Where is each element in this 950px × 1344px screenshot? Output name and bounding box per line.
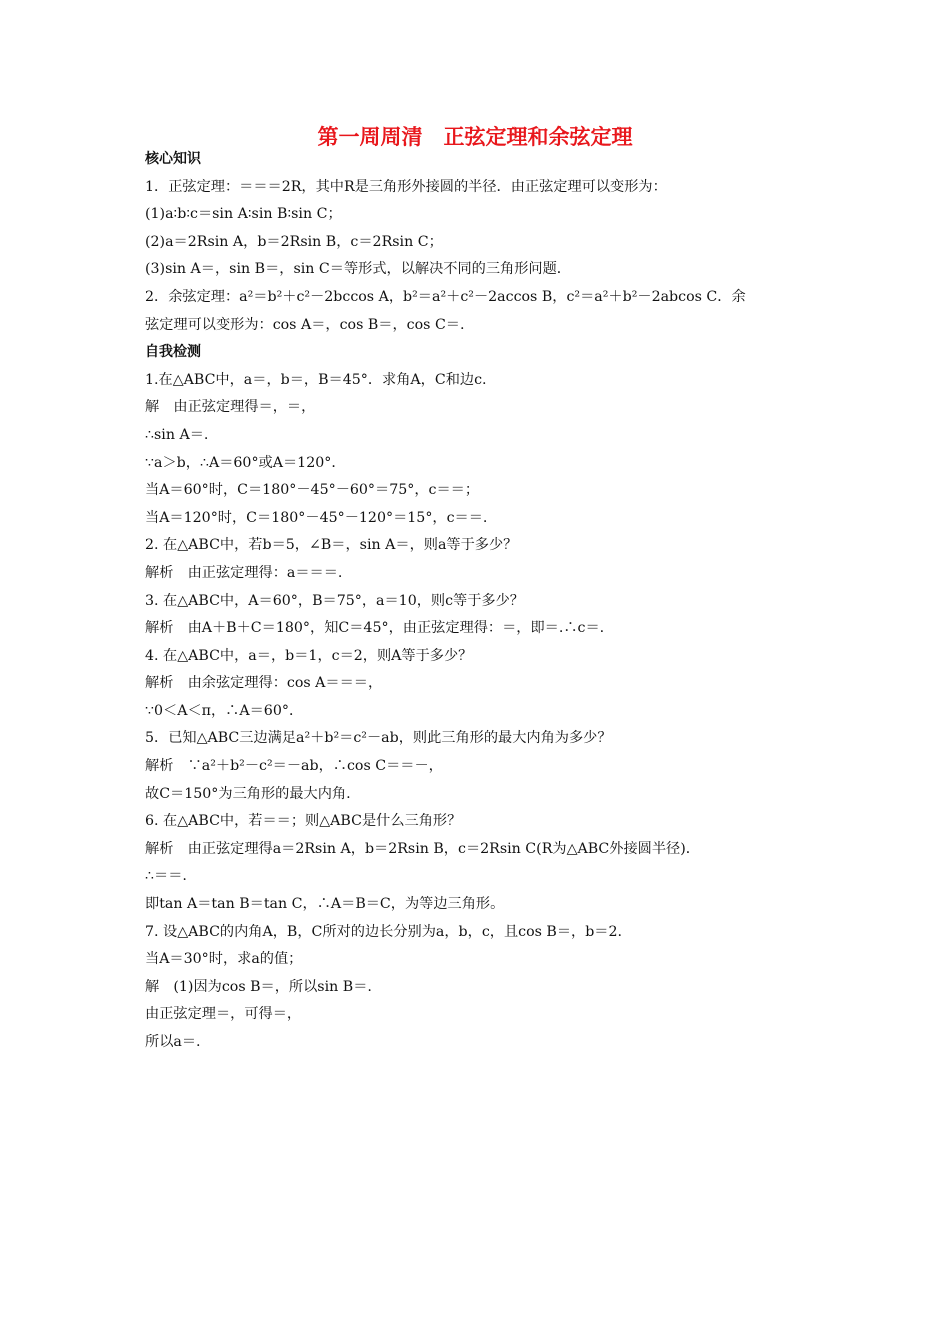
- text-line: 解析 ∵a²＋b²－c²＝－ab，∴cos C＝＝－，: [145, 758, 443, 775]
- text-line: ∴＝＝.: [145, 868, 187, 885]
- text-line: (3)sin A＝，sin B＝，sin C＝等形式，以解决不同的三角形问题．: [145, 261, 571, 278]
- text-line: 3. 在△ABC中，A＝60°，B＝75°，a＝10，则c等于多少？: [145, 592, 524, 609]
- text-line: 所以a＝.: [145, 1034, 201, 1050]
- text-line: 4. 在△ABC中，a＝，b＝1，c＝2，则A等于多少？: [145, 647, 473, 664]
- document-body: [145, 146, 810, 1057]
- text-line: 6. 在△ABC中，若＝＝；则△ABC是什么三角形？: [145, 813, 462, 830]
- text-line: 当A＝60°时，C＝180°－45°－60°＝75°，c＝＝；: [145, 482, 480, 499]
- text-line: 7. 设△ABC的内角A，B，C所对的边长分别为a，b，c，且cos B＝，b＝2.: [145, 923, 623, 940]
- text-line: 5．已知△ABC三边满足a²＋b²＝c²－ab，则此三角形的最大内角为多少？: [145, 730, 612, 747]
- text-line: 解 (1)因为cos B＝，所以sin B＝.: [145, 978, 372, 995]
- document-title: 第一周周清 正弦定理和余弦定理: [317, 125, 633, 149]
- text-line: ∵0＜A＜π，∴A＝60°．: [145, 702, 304, 719]
- text-line: 1．正弦定理：＝＝＝2R，其中R是三角形外接圆的半径．由正弦定理可以变形为：: [145, 178, 667, 195]
- text-line: 弦定理可以变形为：cos A＝，cos B＝，cos C＝.: [145, 316, 465, 333]
- text-line: 当A＝120°时，C＝180°－45°－120°＝15°，c＝＝.: [145, 509, 488, 526]
- text-line: 即tan A＝tan B＝tan C，∴A＝B＝C，为等边三角形。: [145, 896, 505, 913]
- text-line: 1.在△ABC中，a＝，b＝，B＝45°．求角A，C和边c.: [145, 371, 487, 388]
- text-line: 当A＝30°时，求a的值；: [145, 951, 303, 968]
- text-line: 解 由正弦定理得＝，＝，: [145, 399, 316, 416]
- text-line: 2. 在△ABC中，若b＝5，∠B＝，sin A＝，则a等于多少？: [145, 537, 518, 554]
- text-line: ∵a＞b，∴A＝60°或A＝120°．: [145, 454, 346, 471]
- text-line: ∴sin A＝.: [145, 426, 209, 443]
- section-heading-core-knowledge: 核心知识: [145, 151, 201, 167]
- text-line: (1)a∶b∶c＝sin A∶sin B∶sin C；: [145, 206, 342, 223]
- section-heading-self-test: 自我检测: [145, 344, 201, 361]
- text-line: 2．余弦定理：a²＝b²＋c²－2bccos A，b²＝a²＋c²－2accos B，c²＝a²＋b²－2abcos C．余: [145, 288, 746, 305]
- text-line: 解析 由余弦定理得：cos A＝＝＝，: [145, 675, 383, 692]
- text-line: 解析 由A＋B＋C＝180°，知C＝45°，由正弦定理得：＝，即＝.∴c＝.: [145, 620, 605, 637]
- text-line: 由正弦定理＝，可得＝，: [145, 1006, 302, 1023]
- text-line: 解析 由正弦定理得a＝2Rsin A，b＝2Rsin B，c＝2Rsin C(R为△ABC外接圆半径)．: [145, 840, 700, 857]
- text-line: 故C＝150°为三角形的最大内角.: [145, 785, 351, 802]
- text-line: (2)a＝2Rsin A，b＝2Rsin B，c＝2Rsin C；: [145, 233, 443, 250]
- text-line: 解析 由正弦定理得：a＝＝＝.: [145, 564, 343, 581]
